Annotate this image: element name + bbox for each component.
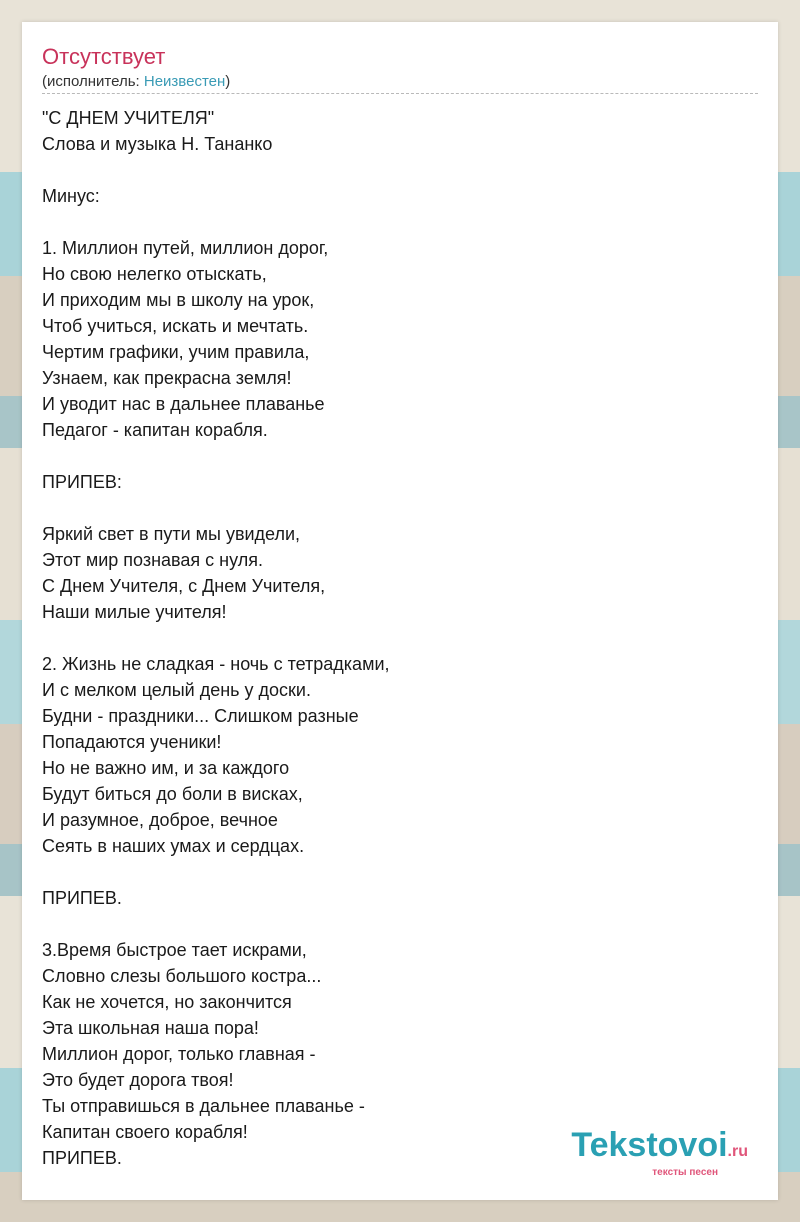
logo-tld: .ru [727, 1143, 748, 1160]
lyrics-text: "С ДНЕМ УЧИТЕЛЯ" Слова и музыка Н. Тананко Минус: 1. Миллион путей, миллион дорог, Но свою нелегко отыскать, И приходим мы в школу на урок, Чтоб учиться, искать и мечтать. Чертим графики, учим правила, Узнаем, как прекрасна земля! И уводит нас в дальнее плаванье Педагог - капитан корабля. ПРИПЕВ: Яркий свет в пути мы увидели, Этот мир познавая с нуля. С Днем Учителя, с Днем Учителя, Наши милые учителя! 2. Жизнь не сладкая - ночь с тетрадками, И с мелком целый день у доски. Будни - праздники... Слишком разные Попадаются ученики! Но не важно им, и за каждого Будут биться до боли в висках, И разумное, доброе, вечное Сеять в наших умах и сердцах. ПРИПЕВ. 3.Время быстрое тает искрами, Словно слезы большого костра... Как не хочется, но закончится Эта школьная наша пора! Миллион дорог, только главная - Это будет дорога твоя! Ты отправишься в дальнее плаванье - Капитан своего корабля! ПРИПЕВ. [42, 108, 390, 1168]
logo-name: Tekstovoi [571, 1126, 728, 1164]
logo-tagline: тексты песен [652, 1167, 718, 1178]
lyrics-card [22, 22, 778, 1200]
song-title: Отсутствует [42, 44, 166, 69]
artist-prefix: (исполнитель: [42, 73, 144, 90]
artist-line [42, 73, 230, 91]
artist-link[interactable]: Неизвестен [143, 73, 226, 90]
header-divider [42, 93, 758, 94]
site-logo[interactable] [571, 1128, 748, 1178]
artist-suffix: ) [225, 73, 231, 90]
logo-wordmark [571, 1128, 748, 1169]
